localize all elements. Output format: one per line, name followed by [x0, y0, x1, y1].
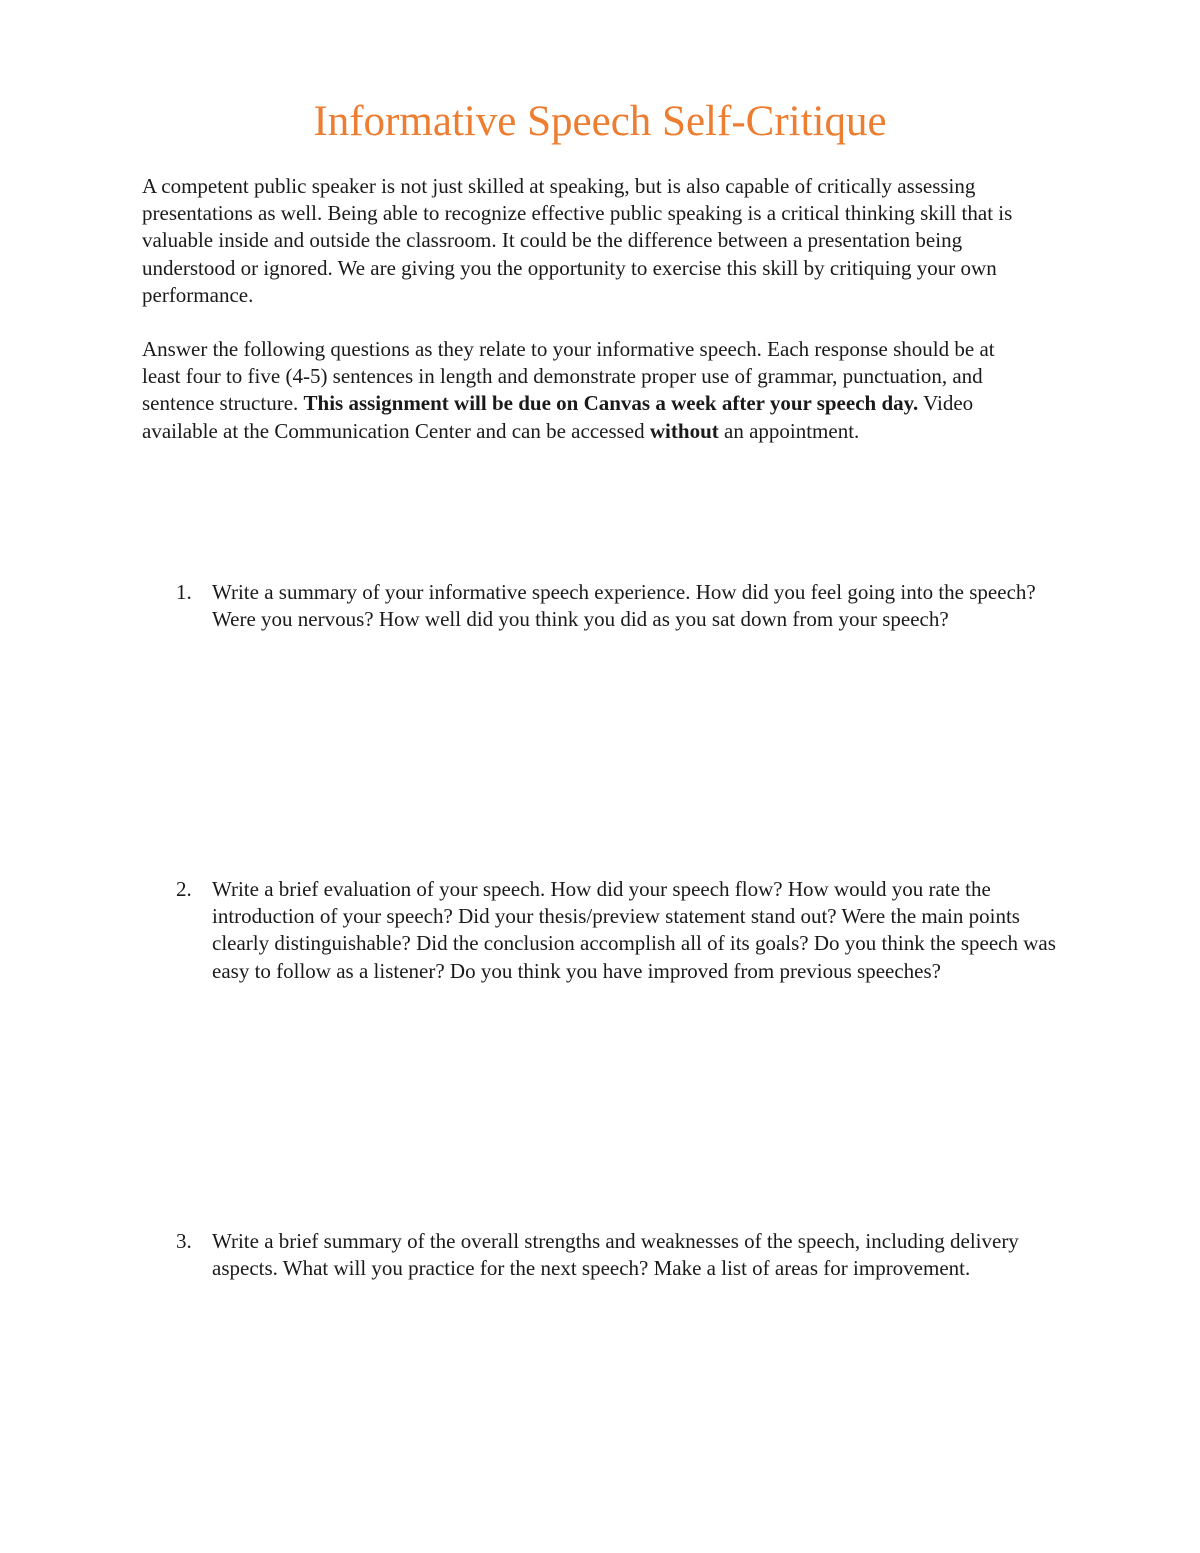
question-number: 1. [176, 580, 192, 604]
instructions-text-1: Answer the following questions as they relate to your informative speech. Each response should be at least four to five (4-5) sentences in length and demonstrate proper use of grammar, punctuation, and sentence structure. [142, 337, 995, 416]
due-date-notice: This assignment will be due on Canvas a week after your speech day. [303, 391, 919, 416]
instructions-paragraph [142, 336, 1022, 445]
question-text: Write a brief summary of the overall strengths and weaknesses of the speech, including delivery aspects. What will you practice for the next speech? Make a list of areas for improvement. [212, 1229, 1019, 1281]
question-text: Write a brief evaluation of your speech. How did your speech flow? How would you rate the introduction of your speech? Did your thesis/preview statement stand out? Were the main points clearly distinguishable? Did the conclusion accomplish all of its goals? Do you think the speech was easy to follow as a listener? Do you think you have improved from previous speeches? [212, 877, 1056, 983]
question-text: Write a summary of your informative speech experience. How did you feel going into the speech? Were you nervous? How well did you think you did as you sat down from your speech? [212, 580, 1036, 632]
instructions-text-3: an appointment. [718, 418, 860, 443]
page-title: Informative Speech Self-Critique [313, 98, 887, 145]
intro-paragraph: A competent public speaker is not just skilled at speaking, but is also capable of critically assessing presentations as well. Being able to recognize effective public speaking is a critical thinking skill that is valuable inside and outside the classroom. It could be the difference between a presentation being understood or ignored. We are giving you the opportunity to exercise this skill by critiquing your own performance. [142, 174, 1013, 307]
without-emphasis: without [649, 418, 719, 443]
instructions-text-2: Video available at the Communication Center and can be accessed [142, 391, 974, 443]
question-number: 2. [176, 877, 192, 901]
question-number: 3. [176, 1229, 192, 1253]
